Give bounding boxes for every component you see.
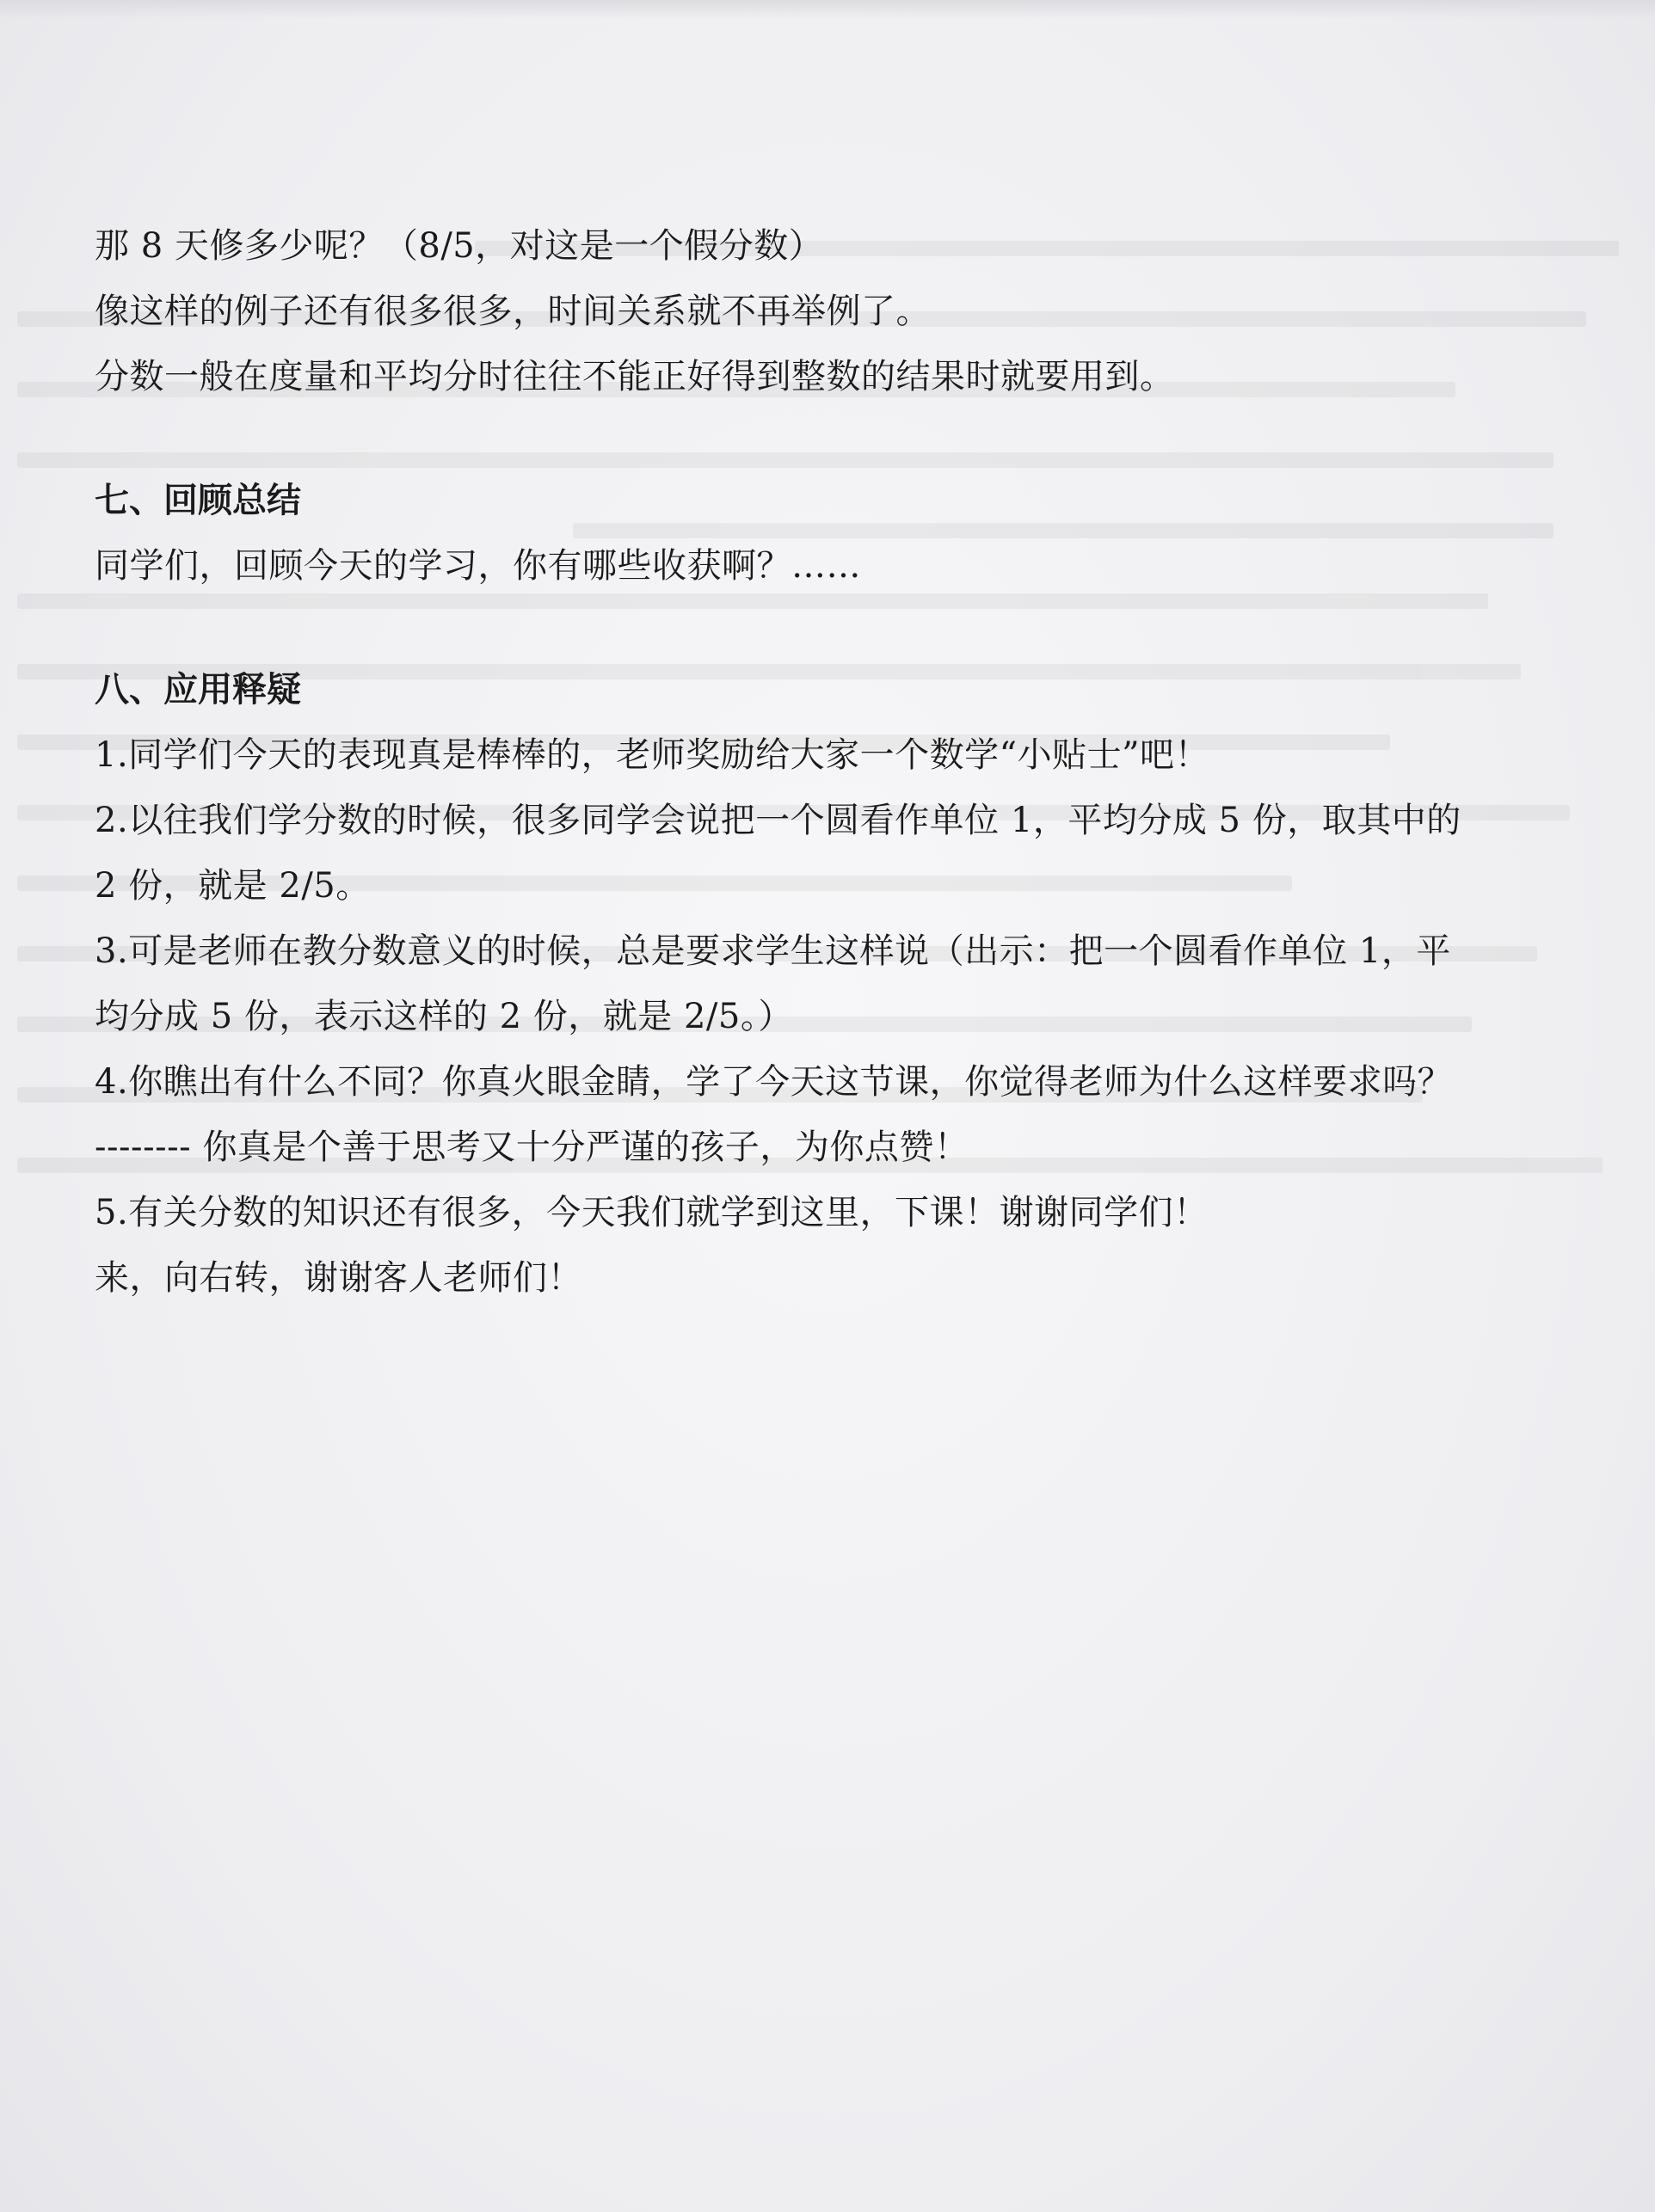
paragraph-line: 2.以往我们学分数的时候，很多同学会说把一个圆看作单位 1，平均分成 5 份，取其中的 — [95, 801, 1461, 840]
paragraph-line: 同学们，回顾今天的学习，你有哪些收获啊？…… — [95, 546, 861, 586]
paragraph-line: 均分成 5 份，表示这样的 2 份，就是 2/5。） — [95, 997, 793, 1036]
paragraph-line: 5.有关分数的知识还有很多，今天我们就学到这里，下课！谢谢同学们！ — [95, 1193, 1209, 1232]
paragraph-line: 像这样的例子还有很多很多，时间关系就不再举例了。 — [95, 292, 931, 331]
paragraph-line: 1.同学们今天的表现真是棒棒的，老师奖励给大家一个数学“小贴士”吧！ — [95, 735, 1210, 775]
paragraph-line: 3.可是老师在教分数意义的时候，总是要求学生这样说（出示：把一个圆看作单位 1，平 — [95, 931, 1451, 971]
section-spacer — [95, 409, 1591, 468]
section-heading-application: 八、应用释疑 — [95, 669, 301, 710]
document-body — [95, 213, 1591, 1311]
paragraph-line: -------- 你真是个善于思考又十分严谨的孩子，为你点赞！ — [95, 1128, 969, 1167]
section-spacer — [95, 599, 1591, 657]
section-heading-review: 七、回顾总结 — [95, 480, 301, 520]
paragraph-line: 来，向右转，谢谢客人老师们！ — [95, 1258, 582, 1298]
paragraph-line: 4.你瞧出有什么不同？你真火眼金睛，学了今天这节课，你觉得老师为什么这样要求吗？ — [95, 1062, 1453, 1102]
paragraph-line: 2 份，就是 2/5。 — [95, 866, 371, 906]
page-edge-shadow — [0, 0, 1655, 19]
paragraph-line: 那 8 天修多少呢？（8/5，对这是一个假分数） — [95, 226, 824, 266]
paragraph-line: 分数一般在度量和平均分时往往不能正好得到整数的结果时就要用到。 — [95, 357, 1175, 396]
